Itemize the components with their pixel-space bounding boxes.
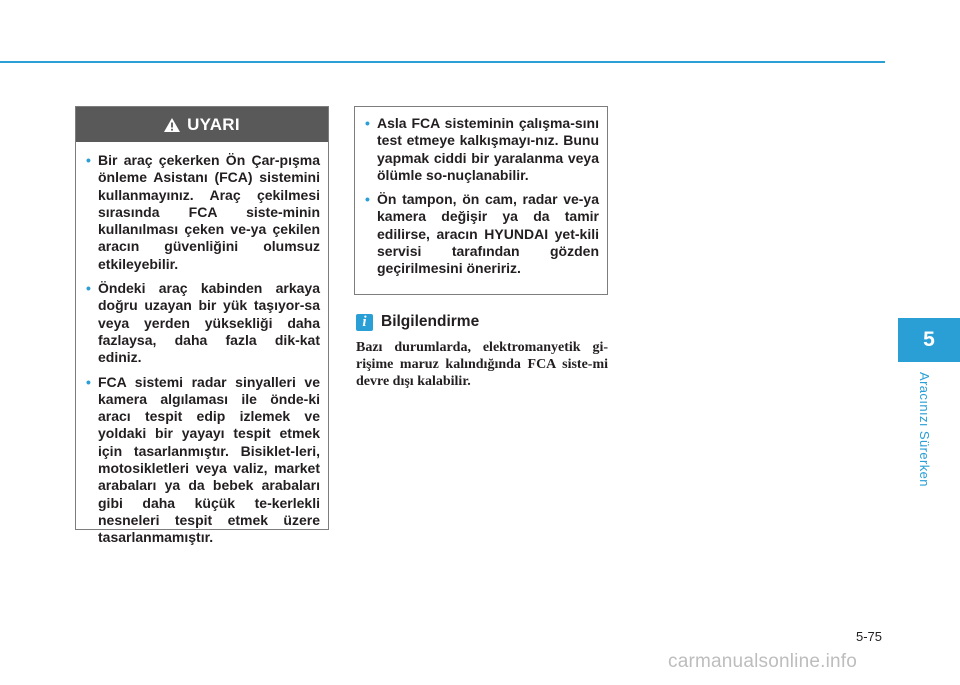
bullet-icon: •	[86, 280, 91, 297]
bullet-icon: •	[365, 115, 370, 131]
warning-item: • FCA sistemi radar sinyalleri ve kamera algılaması ile önde-ki aracı tespit edip izlemek ve yoldaki bir yayayı tespit etmek için tasarlanmıştır. Bisiklet-leri, motosikletleri veya valiz, market arabaları ya da bebek arabaları gibi daha küçük te-kerlekli nesneleri tespit etmek üzere tasarlanmamıştır.	[86, 373, 320, 546]
bullet-icon: •	[86, 373, 91, 390]
chapter-tab: 5	[898, 318, 960, 362]
bullet-icon: •	[365, 191, 370, 208]
info-icon: i	[356, 314, 373, 331]
bullet-icon: •	[86, 152, 91, 168]
warning-continued-list	[355, 107, 607, 278]
top-rule	[0, 61, 885, 63]
chapter-title: Aracınızı Sürerken	[917, 372, 932, 487]
page-number: 5-75	[856, 629, 883, 644]
warning-triangle-icon	[164, 118, 180, 132]
warning-item: • Asla FCA sisteminin çalışma-sını test etmeye kalkışmayı-nız. Bunu yapmak ciddi bir yaralanma veya ölümle so-nuçlanabilir.	[365, 115, 599, 183]
watermark: carmanualsonline.info	[668, 651, 858, 672]
warning-continued-box	[354, 106, 608, 295]
info-heading	[356, 313, 479, 331]
warning-box	[75, 106, 329, 546]
info-text: Bazı durumlarda, elektromanyetik gi-rişime maruz kalındığında FCA siste-mi devre dışı kalabilir.	[356, 340, 608, 389]
info-title: Bilgilendirme	[381, 313, 480, 330]
warning-item: • Bir araç çekerken Ön Çar-pışma önleme Asistanı (FCA) sistemini kullanmayınız. Araç çekilmesi sırasında FCA siste-minin kullanılması çeken ve-ya çekilen aracın güvenliğini olumsuz etkileyebilir.	[86, 152, 320, 272]
warning-header	[76, 107, 328, 142]
warning-list	[76, 142, 328, 547]
warning-title: UYARI	[187, 114, 240, 134]
warning-item: • Ön tampon, ön cam, radar ve-ya kamera değişir ya da tamir edilirse, aracın HYUNDAI yet-kili servisi tarafından gözden geçirilmesini öneririz.	[365, 191, 599, 277]
warning-item: • Öndeki araç kabinden arkaya doğru uzayan bir yük taşıyor-sa veya yerden yüksekliği daha fazlaysa, daha fazla dik-kat ediniz.	[86, 280, 320, 366]
